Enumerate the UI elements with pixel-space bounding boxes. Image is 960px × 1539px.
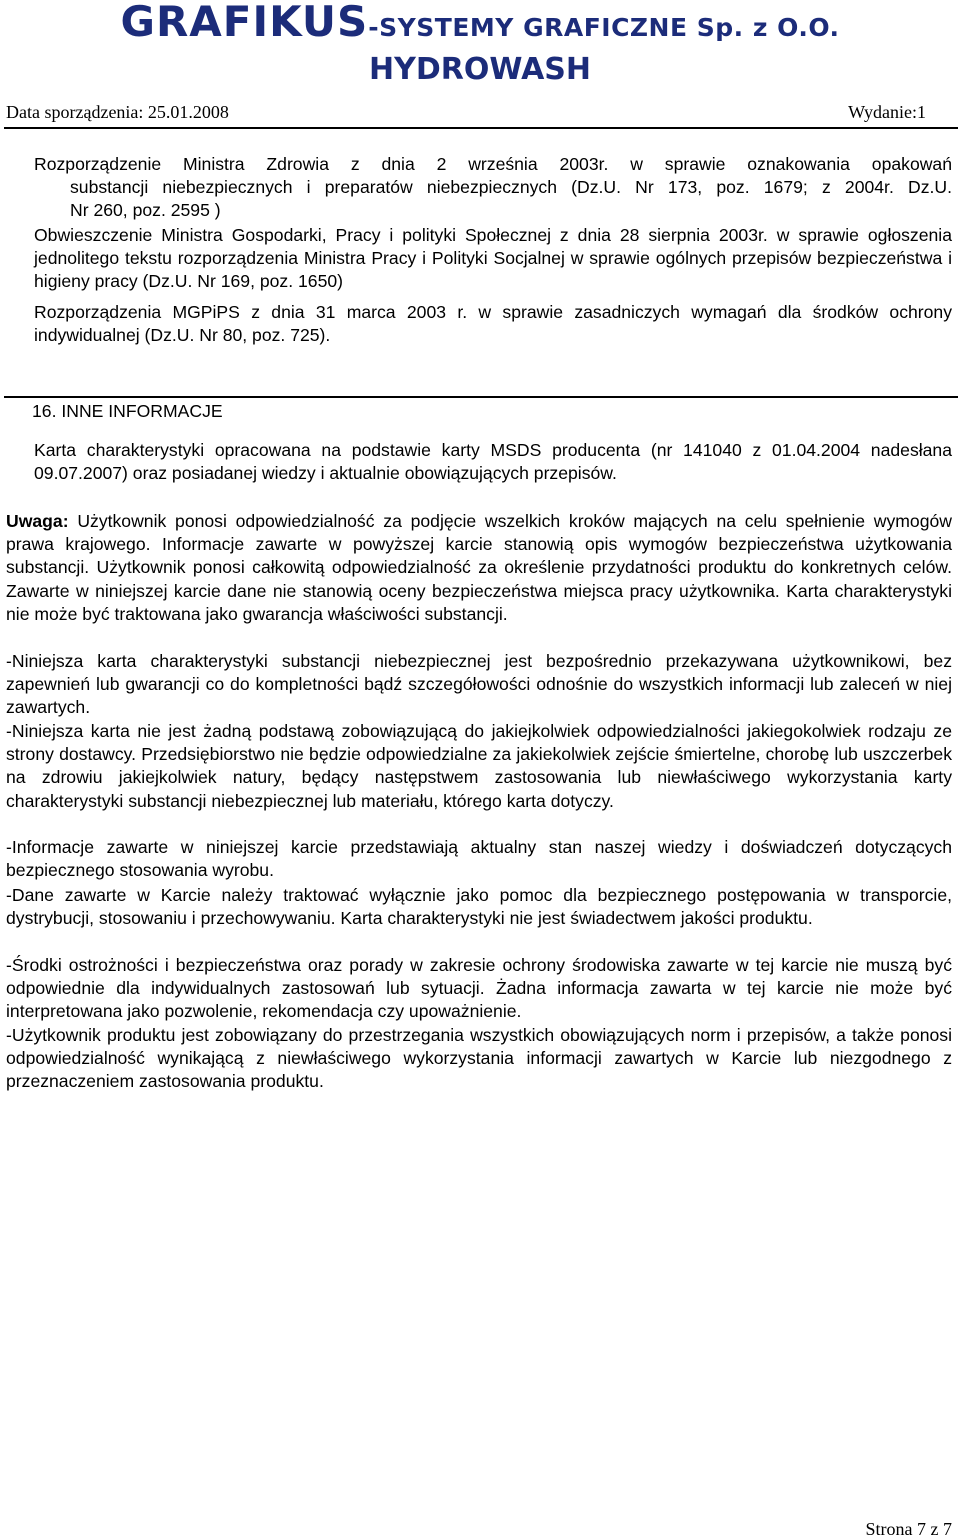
disclaimer-item: -Użytkownik produktu jest zobowiązany do przestrzegania wszystkich obowiązujących norm i przepisów, a także ponosi odpowiedzialność wynikającą z niewłaściwego wykorzystania informacji zawartych w Karcie lub niezgodnego z przeznaczeniem zastosowania produktu. bbox=[6, 1025, 952, 1092]
warning-label: Uwaga: bbox=[6, 511, 69, 531]
edition-number: Wydanie:1 bbox=[848, 102, 926, 122]
disclaimer-item: -Dane zawarte w Karcie należy traktować wyłącznie jako pomoc dla bezpiecznego postępowania w transporcie, dystrybucji, stosowaniu i przechowywaniu. Karta charakterystyki nie jest świadectwem jakości produktu. bbox=[6, 885, 952, 929]
product-name: HYDROWASH bbox=[368, 52, 591, 87]
header-divider bbox=[4, 127, 958, 129]
section-divider bbox=[4, 396, 958, 398]
regulation-1-line-1: Rozporządzenie Ministra Zdrowia z dnia 2 września 2003r. w sprawie oznakowania opakowań bbox=[34, 154, 952, 174]
warning-paragraph bbox=[6, 510, 952, 626]
disclaimer-item: -Środki ostrożności i bezpieczeństwa oraz porady w zakresie ochrony środowiska zawarte w tej karcie nie muszą być odpowiednie dla indywidualnych zastosowań lub sytuacji. Żadna informacja zawarta w tej karcie nie może być interpretowana jako pozwolenie, rekomendacja czy upoważnienie. bbox=[6, 955, 952, 1022]
section-heading: 16. INNE INFORMACJE bbox=[32, 401, 223, 421]
preparation-date: Data sporządzenia: 25.01.2008 bbox=[6, 102, 229, 122]
page-number: Strona 7 z 7 bbox=[865, 1519, 952, 1539]
section-intro: Karta charakterystyki opracowana na podstawie karty MSDS producenta (nr 141040 z 01.04.2004 nadesłana 09.07.2007) oraz posiadanej wiedzy i aktualnie obowiązujących przepisów. bbox=[34, 440, 952, 484]
regulation-1 bbox=[34, 153, 952, 223]
regulation-1-line-3: Nr 260, poz. 2595 ) bbox=[70, 200, 221, 221]
warning-text: Użytkownik ponosi odpowiedzialność za podjęcie wszelkich kroków mających na celu spełnienie wymogów prawa krajowego. Informacje zawarte w powyższej karcie stanowią opis wymogów bezpieczeństwa użytkowania substancji. Użytkownik ponosi całkowitą odpowiedzialność za określenie przydatności produktu do konkretnych celów. Zawarte w niniejszej karcie dane nie stanowią oceny bezpieczeństwa miejsca pracy użytkownika. Karta charakterystyki nie może być traktowana jako gwarancja właściwości substancji. bbox=[6, 511, 952, 624]
company-name bbox=[0, 0, 960, 55]
regulation-3: Rozporządzenia MGPiPS z dnia 31 marca 2003 r. w sprawie zasadniczych wymagań dla środków ochrony indywidualnej (Dz.U. Nr 80, poz. 725). bbox=[34, 302, 952, 346]
company-name-suffix: -SYSTEMY GRAFICZNE Sp. z O.O. bbox=[368, 13, 840, 42]
disclaimer-item: -Niniejsza karta nie jest żadną podstawą zobowiązującą do jakiejkolwiek odpowiedzialności jakiegokolwiek rodzaju ze strony dostawcy. Przedsiębiorstwo nie będzie odpowiedzialne za jakiekolwiek zejście śmiertelne, chorobę lub uszczerbek na zdrowiu jakiejkolwiek natury, będący następstwem zastosowania lub niewłaściwego wykorzystania karty charakterystyki substancji niebezpiecznej lub materiału, którego karta dotyczy. bbox=[6, 721, 952, 811]
disclaimer-item: -Niniejsza karta charakterystyki substancji niebezpiecznej jest bezpośrednio przekazywana użytkownikowi, bez zapewnień lub gwarancji co do kompletności bądź szczegółowości odnośnie do wszystkich informacji lub zaleceń w niej zawartych. bbox=[6, 651, 952, 718]
disclaimer-item: -Informacje zawarte w niniejszej karcie przedstawiają aktualny stan naszej wiedzy i doświadczeń dotyczących bezpiecznego stosowania wyrobu. bbox=[6, 837, 952, 881]
regulation-1-line-2: substancji niebezpiecznych i preparatów niebezpiecznych (Dz.U. Nr 173, poz. 1679; z 2004r. Dz.U. bbox=[70, 177, 952, 198]
regulation-2: Obwieszczenie Ministra Gospodarki, Pracy i polityki Społecznej z dnia 28 sierpnia 2003r. w sprawie ogłoszenia jednolitego tekstu rozporządzenia Ministra Pracy i Polityki Socjalnej w sprawie ogólnych przepisów bezpieczeństwa i higieny pracy (Dz.U. Nr 169, poz. 1650) bbox=[34, 225, 952, 292]
company-name-main: GRAFIKUS bbox=[120, 0, 369, 46]
